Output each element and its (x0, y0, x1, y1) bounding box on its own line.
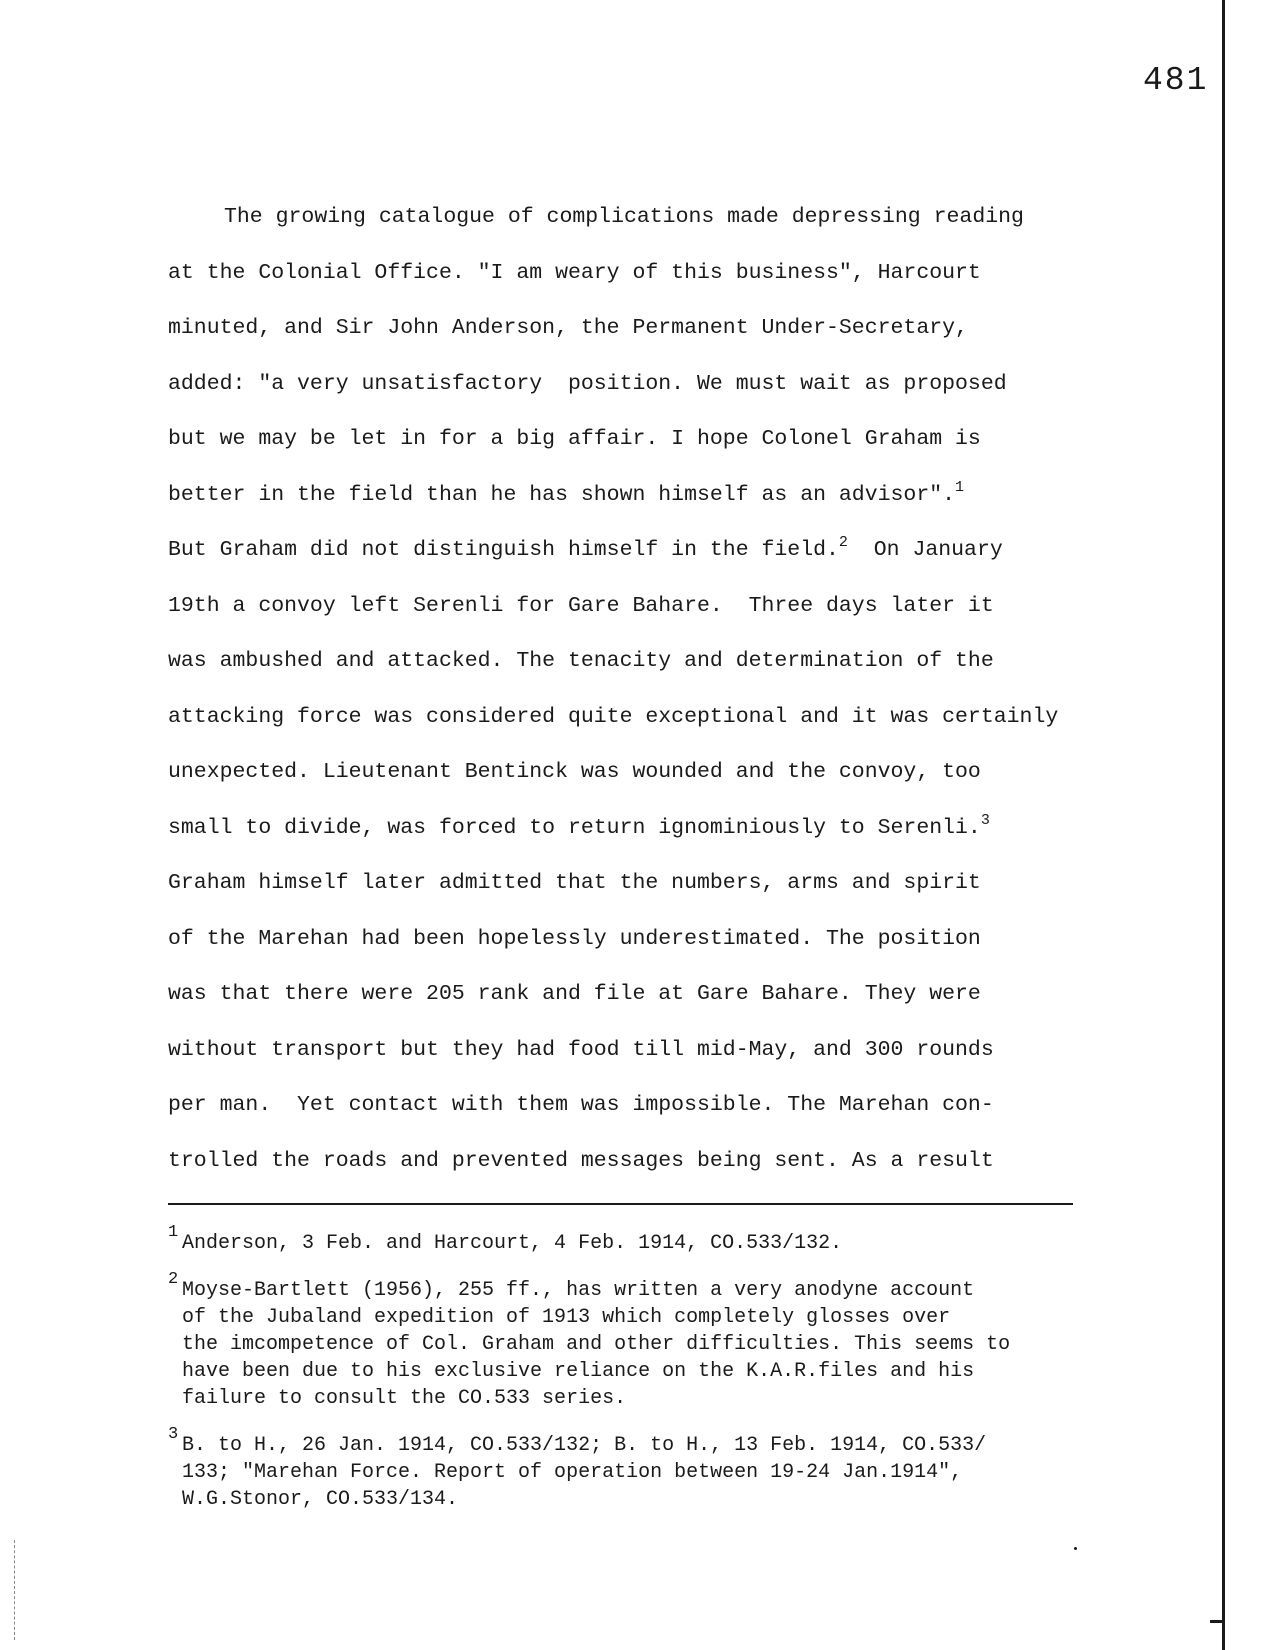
scan-margin-mark (14, 1540, 16, 1640)
footnote-mark: 3 (168, 1425, 179, 1444)
body-text (168, 190, 1168, 1189)
body-line: added: "a very unsatisfactory position. We must wait as proposed (168, 371, 1007, 396)
footnote-separator (168, 1203, 1073, 1205)
body-line: was that there were 205 rank and file at Gare Bahare. They were (168, 982, 981, 1006)
page-edge-rule (1222, 0, 1225, 1650)
footnote-line: Moyse-Bartlett (1956), 255 ff., has written a very anodyne account (182, 1279, 975, 1302)
body-line: unexpected. Lieutenant Bentinck was wounded and the convoy, too (168, 760, 981, 784)
footnote-ref: 3 (980, 811, 990, 829)
body-line: per man. Yet contact with them was impossible. The Marehan con- (168, 1093, 994, 1117)
body-line: was ambushed and attacked. The tenacity and determination of the (168, 649, 994, 673)
footnote-3 (168, 1425, 1168, 1513)
footnote-line: 133; "Marehan Force. Report of operation between 19-24 Jan.1914", (182, 1461, 963, 1484)
body-line: minuted, and Sir John Anderson, the Permanent Under-Secretary, (168, 316, 968, 340)
footnote-1 (168, 1223, 1168, 1257)
body-line: better in the field than he has shown himself as an advisor".$^1$ (168, 478, 965, 507)
body-line: Graham himself later admitted that the numbers, arms and spirit (168, 871, 981, 895)
footnote-mark: 1 (168, 1223, 179, 1242)
body-line: at the Colonial Office. "I am weary of this business", Harcourt (168, 260, 981, 285)
page-number: 481 (1143, 62, 1209, 99)
footnote-line: have been due to his exclusive reliance on the K.A.R.files and his (182, 1360, 975, 1383)
footnote-ref: 1 (955, 478, 965, 496)
footnote-line: B. to H., 26 Jan. 1914, CO.533/132; B. to H., 13 Feb. 1914, CO.533/ (182, 1434, 987, 1457)
body-line: But Graham did not distinguish himself in the field.$^2$ On January (168, 534, 1003, 562)
body-line: 19th a convoy left Serenli for Gare Bahare. Three days later it (168, 593, 994, 618)
page-edge-tick (1210, 1620, 1224, 1623)
footnote-line: W.G.Stonor, CO.533/134. (182, 1488, 459, 1511)
footnote-line: failure to consult the CO.533 series. (182, 1387, 627, 1410)
body-line: trolled the roads and prevented messages being sent. As a result (168, 1148, 994, 1173)
footnote-2 (168, 1270, 1168, 1412)
body-line: attacking force was considered quite exceptional and it was certainly (168, 704, 1059, 729)
body-line: small to divide, was forced to return ignominiously to Serenli.$^3$ (168, 811, 990, 840)
footnote-mark: 2 (168, 1270, 179, 1289)
body-line: without transport but they had food till mid-May, and 300 rounds (168, 1037, 994, 1062)
footnote-line: of the Jubaland expedition of 1913 which completely glosses over (182, 1306, 951, 1329)
footnote-ref: 2 (838, 534, 848, 551)
footnotes (168, 1223, 1168, 1533)
body-line: of the Marehan had been hopelessly underestimated. The position (168, 926, 981, 951)
stray-mark (1074, 1547, 1077, 1550)
body-line: The growing catalogue of complications made depressing reading (224, 205, 1024, 229)
footnote-line: Anderson, 3 Feb. and Harcourt, 4 Feb. 1914, CO.533/132. (182, 1232, 843, 1255)
body-line: but we may be let in for a big affair. I hope Colonel Graham is (168, 427, 981, 451)
footnote-line: the imcompetence of Col. Graham and other difficulties. This seems to (182, 1333, 1011, 1356)
